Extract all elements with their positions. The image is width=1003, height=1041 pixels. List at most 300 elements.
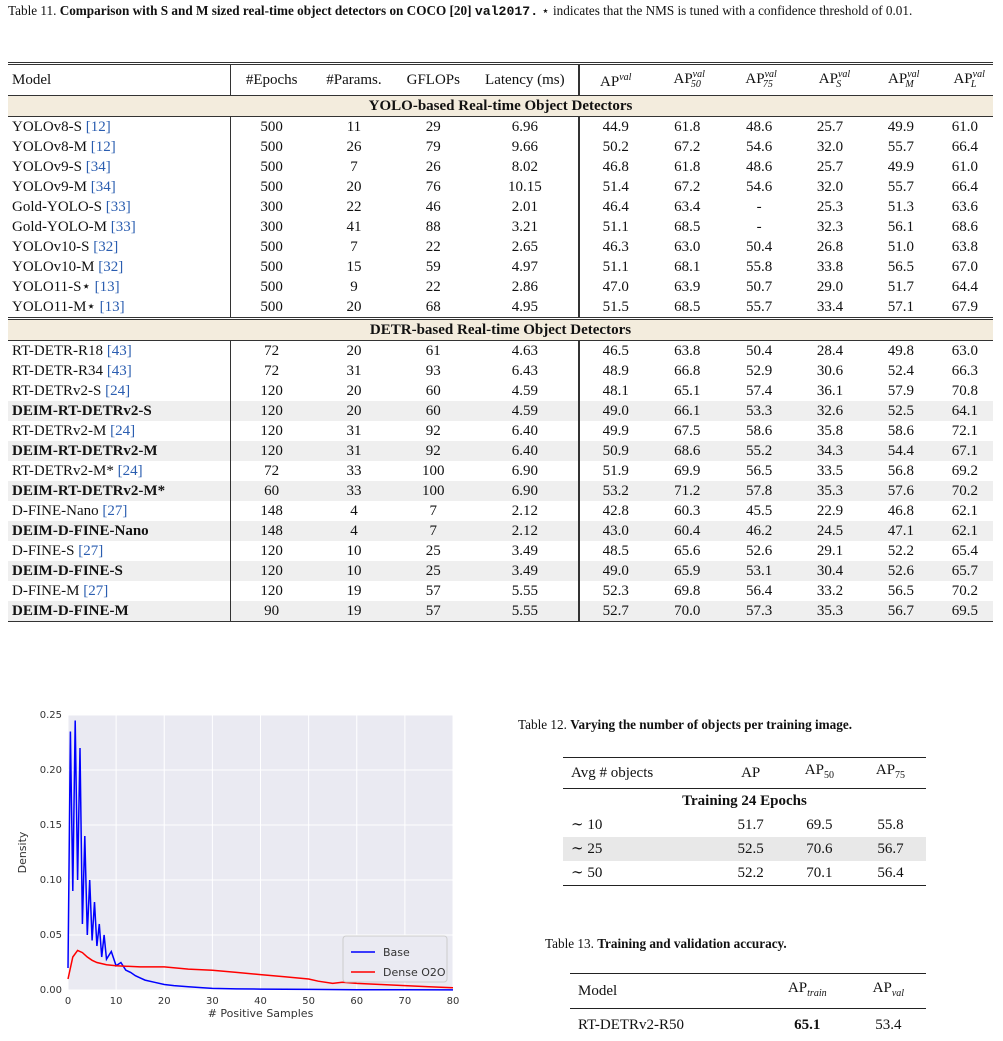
table11-caption-rest: ⋆ indicates that the NMS is tuned with a confidence threshold of 0.01.	[541, 3, 912, 18]
value-cell: 26	[395, 157, 471, 177]
value-cell: 500	[230, 117, 313, 138]
value-cell: 7	[313, 157, 396, 177]
value-cell: 70.2	[937, 581, 993, 601]
value-cell: 56.8	[865, 461, 937, 481]
x-tick-label: 0	[65, 996, 71, 1007]
value-cell: 67.2	[651, 137, 723, 157]
header-sub: 50	[824, 770, 834, 781]
value-cell: 53.4	[851, 1009, 926, 1041]
value-cell: 55.7	[723, 297, 795, 319]
value-cell: 300	[230, 217, 313, 237]
value-cell: 57.9	[865, 381, 937, 401]
value-cell: 7	[313, 237, 396, 257]
citation-link[interactable]: [12]	[86, 119, 111, 135]
value-cell: 148	[230, 501, 313, 521]
value-cell: 56.4	[855, 861, 926, 886]
citation-link[interactable]: [33]	[111, 219, 136, 235]
model-name: YOLOv8-M	[12, 139, 87, 155]
table-row	[8, 197, 993, 217]
value-cell: 65.1	[651, 381, 723, 401]
value-cell: 19	[313, 601, 396, 622]
value-cell: 61.0	[937, 157, 993, 177]
model-name: YOLOv9-M	[12, 179, 87, 195]
table12-header-3	[855, 758, 926, 789]
value-cell: 5.55	[471, 601, 579, 622]
citation-link[interactable]: [24]	[118, 463, 143, 479]
value-cell: 6.96	[471, 117, 579, 138]
model-cell	[8, 381, 230, 401]
table11-header-9	[865, 64, 937, 96]
value-cell: 66.8	[651, 361, 723, 381]
table12-header-row	[563, 758, 926, 789]
table13-header-0	[570, 974, 764, 1009]
model-cell	[8, 237, 230, 257]
value-cell: 4.95	[471, 297, 579, 319]
value-cell: 60.4	[651, 521, 723, 541]
value-cell: 56.5	[865, 581, 937, 601]
value-cell: 52.2	[865, 541, 937, 561]
header-text: AP	[741, 765, 760, 781]
value-cell: 52.5	[717, 837, 783, 861]
model-cell	[8, 421, 230, 441]
value-cell: 32.0	[795, 137, 865, 157]
header-sub: 50	[691, 79, 701, 90]
citation-link[interactable]: [33]	[106, 199, 131, 215]
header-sub: S	[836, 79, 841, 90]
value-cell: 3.49	[471, 561, 579, 581]
value-cell: 28.4	[795, 341, 865, 362]
value-cell: 55.8	[723, 257, 795, 277]
model-cell	[8, 401, 230, 421]
citation-link[interactable]: [13]	[95, 279, 120, 295]
x-tick-label: 30	[206, 996, 219, 1007]
table11-label: Table 11.	[8, 3, 56, 18]
citation-link[interactable]: [27]	[83, 583, 108, 599]
value-cell: 66.4	[937, 177, 993, 197]
header-text: AP	[805, 762, 824, 778]
value-cell: 57.1	[865, 297, 937, 319]
value-cell: 32.6	[795, 401, 865, 421]
model-name: DEIM-D-FINE-M	[12, 603, 129, 619]
value-cell: 9	[313, 277, 396, 297]
table-row	[8, 137, 993, 157]
value-cell: 10	[313, 561, 396, 581]
table12-caption-bold: Varying the number of objects per training image.	[570, 717, 852, 732]
table12-section-row	[563, 789, 926, 814]
value-cell: 68.5	[651, 217, 723, 237]
value-cell: 35.8	[795, 421, 865, 441]
value-cell: 68	[395, 297, 471, 319]
value-cell: 56.4	[723, 581, 795, 601]
value-cell: 53.3	[723, 401, 795, 421]
value-cell: 65.7	[937, 561, 993, 581]
value-cell: 100	[395, 481, 471, 501]
table13	[570, 973, 926, 1041]
value-cell: 120	[230, 541, 313, 561]
value-cell: 47.0	[579, 277, 651, 297]
value-cell: 32.3	[795, 217, 865, 237]
model-cell	[8, 197, 230, 217]
table12-header-2	[784, 758, 855, 789]
value-cell: 4	[313, 521, 396, 541]
model-name: DEIM-D-FINE-S	[12, 563, 123, 579]
value-cell: 51.4	[579, 177, 651, 197]
header-sup: val	[619, 72, 631, 83]
value-cell: 66.4	[937, 137, 993, 157]
citation-link[interactable]: [34]	[86, 159, 111, 175]
value-cell: 51.7	[717, 813, 783, 837]
model-cell	[8, 117, 230, 138]
value-cell: 76	[395, 177, 471, 197]
value-cell: 69.5	[784, 813, 855, 837]
table-row	[8, 257, 993, 277]
value-cell: 50.4	[723, 341, 795, 362]
value-cell: 51.9	[579, 461, 651, 481]
value-cell: 65.1	[764, 1009, 851, 1041]
value-cell: 50.4	[723, 237, 795, 257]
value-cell: 6.40	[471, 421, 579, 441]
value-cell: 67.5	[651, 421, 723, 441]
table-row	[8, 501, 993, 521]
model-name: RT-DETRv2-M	[12, 423, 106, 439]
model-name: RT-DETRv2-S	[12, 383, 101, 399]
value-cell: 2.01	[471, 197, 579, 217]
value-cell: 69.2	[937, 461, 993, 481]
value-cell: 45.5	[723, 501, 795, 521]
value-cell: 56.1	[865, 217, 937, 237]
value-cell: 51.3	[865, 197, 937, 217]
table-row	[8, 361, 993, 381]
value-cell: -	[723, 217, 795, 237]
header-text: AP	[819, 71, 838, 87]
value-cell: 48.1	[579, 381, 651, 401]
table-row	[8, 237, 993, 257]
model-cell	[8, 441, 230, 461]
y-tick-label: 0.15	[40, 820, 62, 831]
value-cell: 500	[230, 257, 313, 277]
header-sup: val	[765, 69, 777, 80]
value-cell: 62.1	[937, 501, 993, 521]
value-cell: 36.1	[795, 381, 865, 401]
value-cell: 2.12	[471, 521, 579, 541]
value-cell: 20	[313, 177, 396, 197]
header-text: Latency (ms)	[485, 72, 565, 88]
value-cell: 67.1	[937, 441, 993, 461]
model-cell	[8, 541, 230, 561]
value-cell: 20	[313, 297, 396, 319]
model-cell	[8, 177, 230, 197]
value-cell: 100	[395, 461, 471, 481]
header-text: Avg # objects	[571, 765, 653, 781]
value-cell: 49.8	[865, 341, 937, 362]
value-cell: 57.4	[723, 381, 795, 401]
value-cell: 63.0	[937, 341, 993, 362]
value-cell: 70.2	[937, 481, 993, 501]
value-cell: 63.0	[651, 237, 723, 257]
model-cell	[8, 581, 230, 601]
header-sub: M	[905, 79, 913, 90]
value-cell: 64.1	[937, 401, 993, 421]
table-row	[8, 297, 993, 319]
value-cell: 33.5	[795, 461, 865, 481]
value-cell: 46.8	[865, 501, 937, 521]
table11-header-8	[795, 64, 865, 96]
value-cell: 47.1	[865, 521, 937, 541]
x-tick-label: 50	[302, 996, 315, 1007]
value-cell: 6.90	[471, 481, 579, 501]
table11-caption	[8, 2, 998, 20]
value-cell: 8.02	[471, 157, 579, 177]
model-name: DEIM-RT-DETRv2-M	[12, 443, 158, 459]
value-cell: 49.0	[579, 401, 651, 421]
table13-header-1	[764, 974, 851, 1009]
value-cell: 72	[230, 361, 313, 381]
value-cell: 56.5	[723, 461, 795, 481]
value-cell: 60	[395, 381, 471, 401]
header-sub: train	[807, 988, 826, 999]
table-row	[8, 441, 993, 461]
citation-link[interactable]: [24]	[110, 423, 135, 439]
citation-link[interactable]: [27]	[102, 503, 127, 519]
value-cell: 79	[395, 137, 471, 157]
value-cell: 46.8	[579, 157, 651, 177]
table12	[563, 757, 926, 886]
citation-link[interactable]: [32]	[98, 259, 123, 275]
value-cell: 52.3	[579, 581, 651, 601]
citation-link[interactable]: [43]	[107, 343, 132, 359]
value-cell: 52.6	[723, 541, 795, 561]
value-cell: 5.55	[471, 581, 579, 601]
density-chart	[10, 705, 465, 1030]
y-tick-label: 0.25	[40, 710, 62, 721]
value-cell: 22.9	[795, 501, 865, 521]
value-cell: 6.40	[471, 441, 579, 461]
value-cell: 120	[230, 381, 313, 401]
value-cell: 25.7	[795, 117, 865, 138]
model-cell	[8, 521, 230, 541]
value-cell: 60	[230, 481, 313, 501]
table13-caption-bold: Training and validation accuracy.	[597, 936, 787, 951]
value-cell: 61	[395, 341, 471, 362]
model-cell	[8, 257, 230, 277]
value-cell: 50.2	[579, 137, 651, 157]
table13-caption	[545, 935, 787, 952]
y-tick-label: 0.05	[40, 930, 62, 941]
value-cell: 65.9	[651, 561, 723, 581]
value-cell: 29.1	[795, 541, 865, 561]
value-cell: 7	[395, 521, 471, 541]
value-cell: 60.3	[651, 501, 723, 521]
value-cell: 61.8	[651, 157, 723, 177]
value-cell: 44.9	[579, 117, 651, 138]
header-sup: val	[973, 69, 985, 80]
value-cell: 67.9	[937, 297, 993, 319]
table11-caption-bold: Comparison with S and M sized real-time object detectors on COCO [20]	[60, 3, 472, 18]
table-row	[8, 461, 993, 481]
legend-entry: Dense O2O	[383, 966, 446, 979]
value-cell: 46.4	[579, 197, 651, 217]
value-cell: 93	[395, 361, 471, 381]
value-cell: 65.4	[937, 541, 993, 561]
value-cell: 33.2	[795, 581, 865, 601]
value-cell: 500	[230, 277, 313, 297]
value-cell: 70.8	[937, 381, 993, 401]
value-cell: 63.9	[651, 277, 723, 297]
citation-link[interactable]: [34]	[91, 179, 116, 195]
table11	[8, 62, 993, 622]
value-cell: 148	[230, 521, 313, 541]
value-cell: 57	[395, 581, 471, 601]
value-cell: 25.3	[795, 197, 865, 217]
row-label: ∼ 50	[563, 861, 717, 886]
value-cell: 51.0	[865, 237, 937, 257]
value-cell: 3.21	[471, 217, 579, 237]
value-cell: 55.7	[865, 137, 937, 157]
value-cell: 63.8	[937, 237, 993, 257]
citation-link[interactable]: [13]	[100, 299, 125, 315]
value-cell: 92	[395, 421, 471, 441]
value-cell: 70.6	[784, 837, 855, 861]
model-name: YOLOv9-S	[12, 159, 82, 175]
table-row	[563, 861, 926, 886]
row-label: RT-DETRv2-R50	[570, 1009, 764, 1041]
value-cell: 120	[230, 441, 313, 461]
header-text: Model	[12, 72, 51, 88]
table-row	[8, 481, 993, 501]
section-title: Training 24 Epochs	[563, 789, 926, 814]
row-label: ∼ 25	[563, 837, 717, 861]
value-cell: 2.65	[471, 237, 579, 257]
citation-link[interactable]: [12]	[91, 139, 116, 155]
model-name: DEIM-D-FINE-Nano	[12, 523, 149, 539]
value-cell: 59	[395, 257, 471, 277]
table12-label: Table 12.	[518, 717, 567, 732]
table-row	[8, 521, 993, 541]
citation-link[interactable]: [27]	[78, 543, 103, 559]
citation-link[interactable]: [32]	[93, 239, 118, 255]
value-cell: 52.2	[717, 861, 783, 886]
value-cell: 500	[230, 297, 313, 319]
table12-caption	[518, 716, 852, 733]
header-text: AP	[600, 74, 619, 90]
value-cell: 90	[230, 601, 313, 622]
value-cell: 48.6	[723, 157, 795, 177]
table11-header-3	[395, 64, 471, 96]
value-cell: 500	[230, 237, 313, 257]
table-row	[8, 277, 993, 297]
value-cell: 20	[313, 381, 396, 401]
table11-header-4	[471, 64, 579, 96]
header-text: AP	[673, 71, 692, 87]
value-cell: 66.3	[937, 361, 993, 381]
citation-link[interactable]: [43]	[107, 363, 132, 379]
value-cell: 55.7	[865, 177, 937, 197]
value-cell: 88	[395, 217, 471, 237]
header-sub: L	[971, 79, 977, 90]
section-title: DETR-based Real-time Object Detectors	[8, 319, 993, 341]
value-cell: 120	[230, 421, 313, 441]
model-name: D-FINE-M	[12, 583, 80, 599]
value-cell: 29.0	[795, 277, 865, 297]
value-cell: 41	[313, 217, 396, 237]
value-cell: 49.9	[865, 117, 937, 138]
table-row	[570, 1009, 926, 1041]
value-cell: 72.1	[937, 421, 993, 441]
value-cell: 67.0	[937, 257, 993, 277]
value-cell: 22	[313, 197, 396, 217]
value-cell: 63.8	[651, 341, 723, 362]
value-cell: 54.4	[865, 441, 937, 461]
model-name: D-FINE-Nano	[12, 503, 99, 519]
value-cell: 51.7	[865, 277, 937, 297]
table11-header-row	[8, 64, 993, 96]
table-row	[8, 217, 993, 237]
table13-header-row	[570, 974, 926, 1009]
value-cell: 31	[313, 441, 396, 461]
value-cell: 51.5	[579, 297, 651, 319]
value-cell: 500	[230, 137, 313, 157]
table-row	[8, 601, 993, 622]
value-cell: 70.0	[651, 601, 723, 622]
value-cell: 72	[230, 461, 313, 481]
value-cell: 7	[395, 501, 471, 521]
value-cell: 54.6	[723, 137, 795, 157]
header-text: GFLOPs	[407, 72, 460, 88]
value-cell: 72	[230, 341, 313, 362]
row-label: ∼ 10	[563, 813, 717, 837]
value-cell: 15	[313, 257, 396, 277]
value-cell: 56.7	[865, 601, 937, 622]
header-text: Model	[578, 983, 617, 999]
model-name: RT-DETR-R34	[12, 363, 103, 379]
value-cell: 500	[230, 177, 313, 197]
model-name: DEIM-RT-DETRv2-S	[12, 403, 152, 419]
model-cell	[8, 217, 230, 237]
value-cell: 42.8	[579, 501, 651, 521]
value-cell: 25.7	[795, 157, 865, 177]
value-cell: 33.4	[795, 297, 865, 319]
table-row	[8, 561, 993, 581]
value-cell: 63.4	[651, 197, 723, 217]
header-sub: 75	[895, 770, 905, 781]
table11-header-10	[937, 64, 993, 96]
citation-link[interactable]: [24]	[105, 383, 130, 399]
value-cell: 29	[395, 117, 471, 138]
value-cell: 32.0	[795, 177, 865, 197]
value-cell: 120	[230, 401, 313, 421]
value-cell: 61.0	[937, 117, 993, 138]
value-cell: 31	[313, 421, 396, 441]
value-cell: 33.8	[795, 257, 865, 277]
value-cell: -	[723, 197, 795, 217]
table11-header-2	[313, 64, 396, 96]
table-row	[8, 157, 993, 177]
value-cell: 62.1	[937, 521, 993, 541]
value-cell: 10	[313, 541, 396, 561]
value-cell: 58.6	[865, 421, 937, 441]
value-cell: 68.6	[651, 441, 723, 461]
value-cell: 51.1	[579, 257, 651, 277]
value-cell: 67.2	[651, 177, 723, 197]
value-cell: 24.5	[795, 521, 865, 541]
value-cell: 55.8	[855, 813, 926, 837]
value-cell: 25	[395, 561, 471, 581]
value-cell: 69.5	[937, 601, 993, 622]
value-cell: 300	[230, 197, 313, 217]
value-cell: 49.9	[865, 157, 937, 177]
value-cell: 61.8	[651, 117, 723, 138]
header-text: #Epochs	[246, 72, 298, 88]
